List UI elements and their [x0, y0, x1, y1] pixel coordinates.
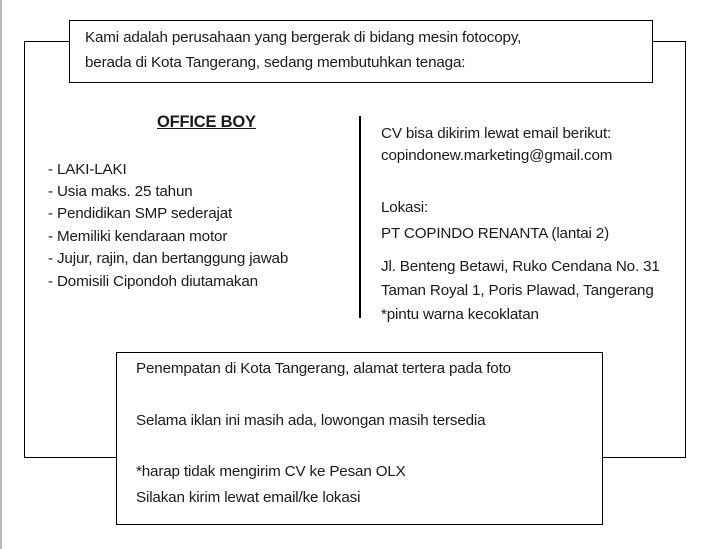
- page-edge-rule: [0, 0, 2, 549]
- door-note: *pintu warna kecoklatan: [381, 306, 539, 323]
- requirement-item: - Domisili Cipondoh diutamakan: [48, 273, 258, 290]
- email-address: copindonew.marketing@gmail.com: [381, 147, 613, 164]
- requirement-item: - Usia maks. 25 tahun: [48, 183, 193, 200]
- availability-note: Selama iklan ini masih ada, lowongan masih tersedia: [136, 412, 486, 429]
- requirement-item: - Memiliki kendaraan motor: [48, 228, 228, 245]
- address-line-2: Taman Royal 1, Poris Plawad, Tangerang: [381, 282, 654, 299]
- requirement-item: - LAKI-LAKI: [48, 161, 127, 178]
- intro-line-1: Kami adalah perusahaan yang bergerak di bidang mesin fotocopy,: [85, 29, 522, 46]
- position-title: OFFICE BOY: [157, 113, 256, 131]
- placement-note: Penempatan di Kota Tangerang, alamat tertera pada foto: [136, 360, 511, 377]
- warning-line-2: Silakan kirim lewat email/ke lokasi: [136, 489, 361, 506]
- cv-label: CV bisa dikirim lewat email berikut:: [381, 125, 612, 142]
- column-divider: [359, 116, 361, 318]
- intro-line-2: berada di Kota Tangerang, sedang membutuhkan tenaga:: [85, 54, 466, 71]
- address-line-1: Jl. Benteng Betawi, Ruko Cendana No. 31: [381, 258, 660, 275]
- location-label: Lokasi:: [381, 199, 429, 216]
- warning-line-1: *harap tidak mengirim CV ke Pesan OLX: [136, 463, 406, 480]
- requirement-item: - Pendidikan SMP sederajat: [48, 205, 233, 222]
- company-name: PT COPINDO RENANTA (lantai 2): [381, 225, 610, 242]
- requirement-item: - Jujur, rajin, dan bertanggung jawab: [48, 250, 289, 267]
